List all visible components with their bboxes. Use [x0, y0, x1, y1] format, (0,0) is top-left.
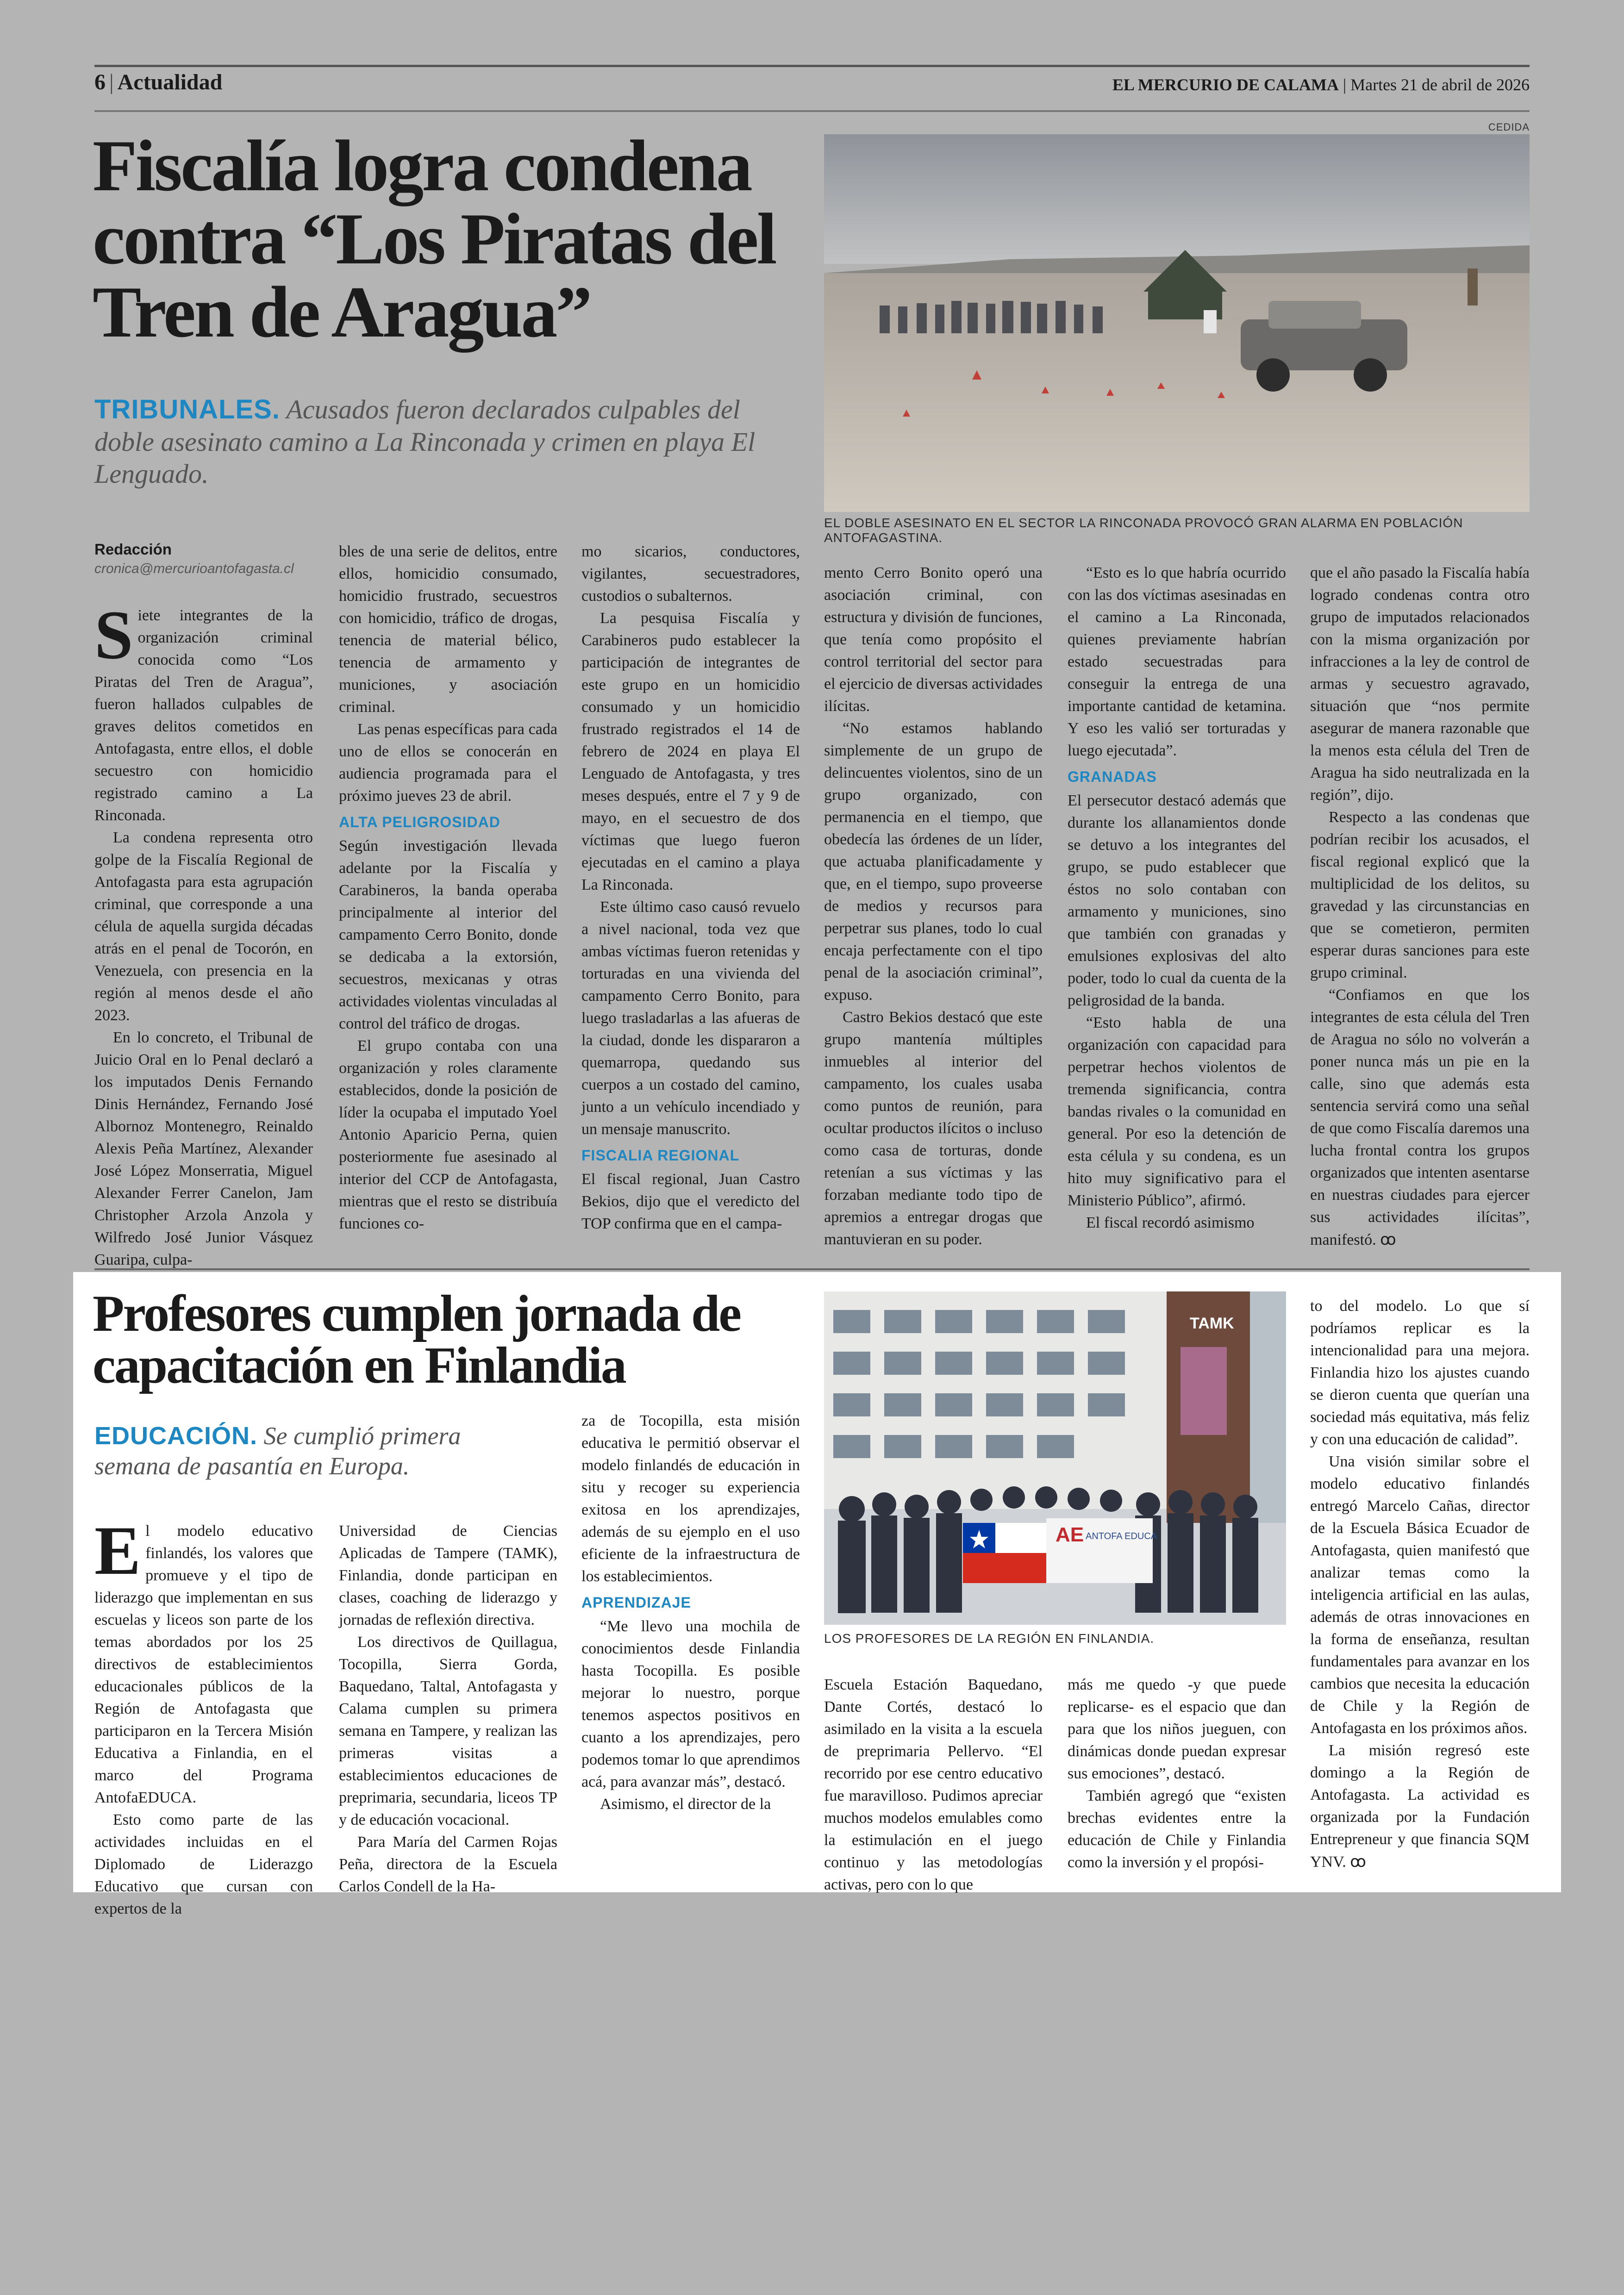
article2-photo-caption: LOS PROFESORES DE LA REGIÓN EN FINLANDIA. — [824, 1631, 1155, 1646]
article1-dek — [94, 393, 798, 490]
article1-column-6 — [1310, 562, 1530, 1251]
article2-column-1 — [94, 1512, 313, 1920]
publication-line: EL MERCURIO DE CALAMA | Martes 21 de abril de 2026 — [1112, 75, 1530, 94]
paragraph: Una visión similar sobre el modelo educativo finlandés entregó Marcelo Cañas, director de la Escuela Básica Ecuador de Antofagasta, quien manifestó que analizar temas como la inteligencia artificial en las aulas, además de otras innovaciones en la forma de enseñanza, resultan fundamentales para avanzar en los cambios que necesita la educación de Chile y la Región de Antofagasta en los próximos años. — [1310, 1453, 1530, 1737]
paragraph: Según investigación llevada adelante por la Fiscalía y Carabineros, la banda operaba principalmente al interior del campamento Cerro Bonito, donde se dedicaba a la extorsión, secuestros, mexicanas y otras actividades violentas vinculadas al control del tráfico de drogas. — [339, 837, 557, 1032]
paragraph — [1310, 1740, 1530, 1873]
article2-column-2 — [339, 1520, 557, 1898]
article1-column-1 — [94, 597, 313, 1271]
article1-kicker: TRIBUNALES. — [94, 394, 280, 424]
paragraph: mento Cerro Bonito operó una asociación criminal, con estructura y división de funciones, que tenía como propósito el control territorial del sector para el ejercicio de diversas actividades ilícitas. — [824, 564, 1043, 715]
paragraph: “Esto habla de una organización con capacidad para perpetrar hechos violentos de tremenda significancia, contra bandas rivales o la comunidad en general. Por eso la detención de esta célula y su condena, es un hito muy significativo para el Ministerio Público”, afirmó. — [1068, 1014, 1286, 1209]
article1-subhead: GRANADAS — [1068, 768, 1157, 785]
paragraph: Castro Bekios destacó que este grupo mantenía múltiples inmuebles al interior del campamento, los cuales usaba como puntos de reunión, para ocultar productos ilícitos o incluso como casa de torturas, donde retenían a sus víctimas y las forzaban mediante todo tipo de apremios a entregar drogas que mantuvieran en su poder. — [824, 1009, 1043, 1248]
article1-photo-credit: CEDIDA — [1488, 121, 1530, 133]
paragraph: iete integrantes de la organización criminal conocida como “Los Piratas del Tren de Aragua”, fueron hallados culpables de graves delitos cometidos en Antofagasta, entre ellos, el doble secuestro con homicidio registrado camino a La Rinconada. — [94, 607, 313, 824]
paragraph: “No estamos hablando simplemente de un grupo de delincuentes violentos, sino de un grupo organizado, con permanencia en el tiempo, que obedecía las órdenes de un líder, que actuaba planificadamente y que, en el tiempo, supo proveerse de medios y recursos para perpetrar sus planes, todo lo cual encaja perfectamente con el tipo penal de la asociación criminal”, expuso. — [824, 720, 1043, 1004]
paragraph: Respecto a las condenas que podrían recibir los acusados, el fiscal regional explicó que la multiplicidad de los delitos, su gravedad y las circunstancias en que se cometieron, permiten esperar duras sanciones para este grupo criminal. — [1310, 809, 1530, 981]
end-mark-icon: ꝏ — [1380, 1230, 1396, 1249]
article2-column-6 — [1310, 1295, 1530, 1873]
article2-subhead: APRENDIZAJE — [581, 1594, 691, 1611]
article-separator-rule — [94, 1268, 1530, 1270]
article2-column-4 — [824, 1674, 1043, 1896]
paragraph: “Esto es lo que habría ocurrido con las dos víctimas asesinadas en el camino a La Rinconada, quienes previamente habrían estado secuestradas para conseguir la entrega de una importante cantidad de ketamina. Y eso les valió ser torturadas y luego ejecutada”. — [1068, 564, 1286, 759]
article1-column-2 — [339, 541, 557, 1235]
publication-date: Martes 21 de abril de 2026 — [1350, 75, 1530, 94]
paragraph — [1310, 984, 1530, 1251]
article2-photo — [824, 1291, 1286, 1625]
paragraph: bles de una serie de delitos, entre ellos, homicidio consumado, homicidio frustrado, secuestros con homicidio, tráfico de drogas, tenencia de material bélico, tenencia de armamento y municiones, y asociación criminal. — [339, 543, 557, 716]
svg-text:AE: AE — [1056, 1523, 1084, 1546]
paragraph: Esto como parte de las actividades incluidas en el Diplomado de Liderazgo Educativo que cursan con expertos de la — [94, 1811, 313, 1917]
paragraph: La condena representa otro golpe de la Fiscalía Regional de Antofagasta para esta agrupación criminal, que corresponde a una célula de aquella surgida décadas atrás en el penal de Tocorón, en Venezuela, con presencia en la región al menos desde el año 2023. — [94, 829, 313, 1024]
section-name: Actualidad — [117, 70, 223, 94]
paragraph: El persecutor destacó además que durante los allanamientos donde se detuvo a los integrantes del grupo, se pudo establecer que éstos no solo contaban con armamento y municiones, sino que también con granadas y emulsiones explosivas del alto poder, todo lo cual da cuenta de la peligrosidad de la banda. — [1068, 792, 1286, 1009]
paragraph: Para María del Carmen Rojas Peña, directora de la Escuela Carlos Condell de la Ha- — [339, 1834, 557, 1895]
article1-column-5 — [1068, 562, 1286, 1234]
paragraph: mo sicarios, conductores, vigilantes, secuestradores, custodios o subalternos. — [581, 543, 800, 605]
paragraph-text: La misión regresó este domingo a la Región de Antofagasta. La actividad es organizada por la Fundación Entrepreneur y que financia SQM YNV. — [1310, 1742, 1530, 1871]
banner-text: ANTOFA EDUCA — [1086, 1531, 1157, 1541]
article1-column-3 — [581, 541, 800, 1235]
article1-dropcap: S — [94, 597, 133, 674]
paragraph: Escuela Estación Baquedano, Dante Cortés, destacó lo asimilado en la visita a la escuela de preprimaria Pellervo. “El recorrido por ese centro educativo fue maravilloso. Pudimos apreciar muchos modelos emulables como la estimulación en el juego continuo y las metodologías activas, pero con lo que — [824, 1676, 1043, 1893]
article2-dek — [94, 1421, 511, 1481]
paragraph-text: l modelo educativo finlandés, los valores que promueve y el tipo de liderazgo que implementan en sus escuelas y liceos son parte de los temas abordados por los 25 directivos de establecimientos educacionales públicos de la Región de Antofagasta que participaron en la Tercera Misión Educativa a Finlandia, en el marco del Programa AntofaEDUCA. — [94, 1522, 313, 1806]
publication-name: EL MERCURIO DE CALAMA — [1112, 75, 1339, 94]
article1-byline — [94, 541, 307, 577]
article2-dek-text: Se cumplió primera semana de pasantía en Europa. — [94, 1422, 461, 1480]
article1-photo — [824, 134, 1530, 512]
paragraph: que el año pasado la Fiscalía había logrado condenas contra otro grupo de imputados relacionados con la misma organización por infracciones a la ley de control de armas y secuestro agravado, situación que “nos permite asegurar de manera razonable que la menos esta célula del Tren de Aragua ha sido neutralizada en la región”, dijo. — [1310, 564, 1530, 804]
article2-column-5 — [1068, 1674, 1286, 1874]
article1-subhead: ALTA PELIGROSIDAD — [339, 814, 500, 830]
end-mark-icon: ꝏ — [1350, 1852, 1366, 1871]
article1-subhead: FISCALIA REGIONAL — [581, 1147, 740, 1164]
page-number: 6 — [94, 70, 106, 94]
article1-column-4 — [824, 562, 1043, 1251]
paragraph: Asimismo, el director de la — [600, 1796, 771, 1813]
article2-kicker: EDUCACIÓN. — [94, 1422, 258, 1450]
paragraph: El grupo contaba con una organización y roles claramente establecidos, donde la posición de líder la ocupaba el imputado Yoel Antonio Aparicio Perna, quien posteriormente fue asesinado al interior del CCP de Antofagasta, mientras que el resto se distribuía funciones co- — [339, 1037, 557, 1232]
paragraph: En lo concreto, el Tribunal de Juicio Oral en lo Penal declaró a los imputados Denis Fernando Dinis Hernández, Fernando José Albornoz Montenegro, Reinaldo Alexis Peña Martínez, Alexander José López Monserratia, Miguel Alexander Ferrer Canelon, Jam Christopher Arzola Anzola y Wilfredo José Junior Vásquez Guaripa, culpa- — [94, 1029, 313, 1268]
article1-headline: Fiscalía logra condena contra “Los Piratas del Tren de Aragua” — [93, 125, 775, 353]
paragraph: más me quedo -y que puede replicarse- es el espacio que dan para que los niños jueguen, con dinámicas donde puedan expresar sus emociones”, destacó. — [1068, 1676, 1286, 1782]
paragraph: Universidad de Ciencias Aplicadas de Tampere (TAMK), Finlandia, donde participan en clases, coaching de liderazgo y jornadas de reflexión directiva. — [339, 1522, 557, 1628]
paragraph: El fiscal recordó asimismo — [1086, 1214, 1255, 1231]
header-top-rule — [94, 65, 1530, 67]
paragraph-text: “Confiamos en que los integrantes de esta célula del Tren de Aragua no sólo no volverán a poner nunca más un pie en la calle, sino que además esta sentencia servirá como una señal de que como Fiscalía daremos una lucha frontal contra los grupos organizados que intenten asentarse en nuestras ciudades para ejercer sus actividades ilícitas”, manifestó. — [1310, 986, 1530, 1248]
paragraph: “Me llevo una mochila de conocimientos desde Finlandia hasta Tocopilla. Es posible mejorar lo nuestro, porque tenemos aspectos positivos en cuanto a los aprendizajes, pero podemos tomar lo que aprendimos acá, para avanzar más”, destacó. — [581, 1618, 800, 1790]
byline-email: cronica@mercurioantofagasta.cl — [94, 561, 294, 576]
paragraph: Los directivos de Quillagua, Tocopilla, Sierra Gorda, Baquedano, Taltal, Antofagasta y Calama cumplen su primera semana en Tampere, y realizan las primeras visitas a establecimientos educaciones de preprimaria, secundaria, liceos TP y de educación vocacional. — [339, 1634, 557, 1828]
paragraph: También agregó que “existen brechas evidentes entre la educación de Chile y Finlandia como la inversión y el propósi- — [1068, 1787, 1286, 1871]
page-section-label: 6 | Actualidad — [94, 70, 223, 94]
tamk-sign: TAMK — [1190, 1315, 1234, 1332]
paragraph: to del modelo. Lo que sí podríamos replicar es la intencionalidad para una mejora. Finlandia hizo los ajustes cuando se dieron cuenta que querían una sociedad más equitativa, más feliz y con una educación de calidad”. — [1310, 1297, 1530, 1448]
byline-name: Redacción — [94, 541, 172, 558]
paragraph: El fiscal regional, Juan Castro Bekios, dijo que el veredicto del TOP confirma que en el campa- — [581, 1171, 800, 1232]
paragraph: za de Tocopilla, esta misión educativa le permitió observar el modelo finlandés de educación in situ y recoger su experiencia exitosa en los aprendizajes, además de su ejemplo en el uso eficiente de la infraestructura de los establecimientos. — [581, 1412, 800, 1585]
paragraph: Las penas específicas para cada uno de ellos se conocerán en audiencia programada para el próximo jueves 23 de abril. — [339, 721, 557, 804]
article1-photo-caption: EL DOBLE ASESINATO EN EL SECTOR LA RINCONADA PROVOCÓ GRAN ALARMA EN POBLACIÓN ANTOFAGASTINA. — [824, 516, 1463, 545]
article2-column-3 — [581, 1410, 800, 1815]
paragraph: La pesquisa Fiscalía y Carabineros pudo establecer la participación de integrantes de este grupo en un homicidio consumado y un homicidio frustrado registrados el 14 de febrero de 2024 en playa El Lenguado de Antofagasta, y tres meses después, entre el 7 y 9 de mayo, en el secuestro de dos víctimas que luego fueron ejecutadas en el camino a playa La Rinconada. — [581, 610, 800, 893]
paragraph: Este último caso causó revuelo a nivel nacional, toda vez que ambas víctimas fueron retenidas y torturadas en una vivienda del campamento Cerro Bonito, para luego trasladarlas a las afueras de la ciudad, donde les dispararon a quemarropa, quedando sus cuerpos a un costado del camino, junto a un vehículo incendiado y un mensaje manuscrito. — [581, 898, 800, 1138]
article2-dropcap: E — [94, 1512, 141, 1589]
header-bottom-rule — [94, 110, 1530, 112]
article1-dek-text: Acusados fueron declarados culpables del doble asesinato camino a La Rinconada y crimen en playa El Lenguado. — [94, 394, 756, 489]
article2-headline: Profesores cumplen jornada de capacitación en Finlandia — [93, 1285, 740, 1394]
